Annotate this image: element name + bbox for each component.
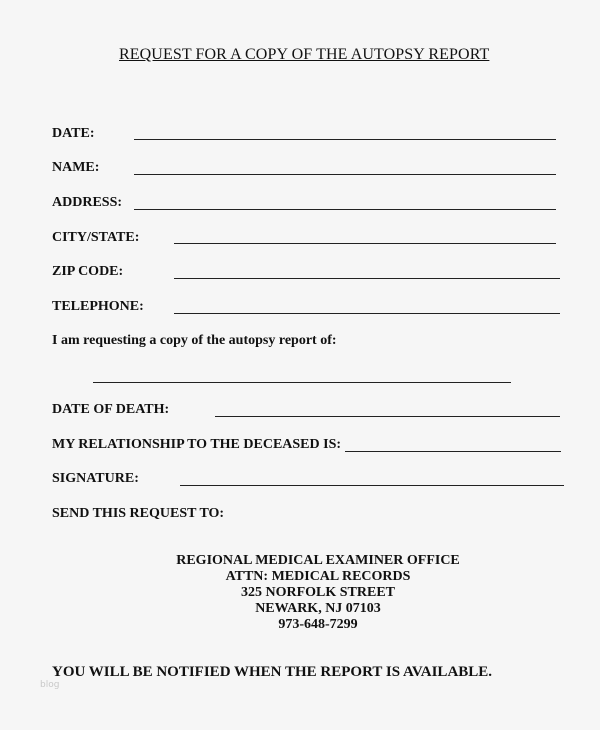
signature-line[interactable] xyxy=(180,485,564,486)
signature-label: SIGNATURE: xyxy=(52,471,139,486)
address-label: ADDRESS: xyxy=(52,195,123,210)
name-label: NAME: xyxy=(52,160,100,175)
city-state-label: CITY/STATE: xyxy=(52,230,140,245)
name-line[interactable] xyxy=(134,174,556,175)
city-state-line[interactable] xyxy=(174,243,556,244)
office-name: REGIONAL MEDICAL EXAMINER OFFICE xyxy=(176,553,460,568)
form-title: REQUEST FOR A COPY OF THE AUTOPSY REPORT xyxy=(119,46,490,63)
relationship-line[interactable] xyxy=(345,451,561,452)
telephone-label: TELEPHONE: xyxy=(52,299,144,314)
availability-notice: YOU WILL BE NOTIFIED WHEN THE REPORT IS AVAILABLE. xyxy=(52,664,493,680)
office-address xyxy=(0,553,600,633)
request-statement: I am requesting a copy of the autopsy report of: xyxy=(52,333,337,348)
date-of-death-label: DATE OF DEATH: xyxy=(52,402,170,417)
office-phone: 973-648-7299 xyxy=(278,617,358,632)
telephone-line[interactable] xyxy=(174,313,560,314)
date-label: DATE: xyxy=(52,126,95,141)
office-city: NEWARK, NJ 07103 xyxy=(255,601,381,616)
watermark: blog xyxy=(40,680,60,690)
relationship-label: MY RELATIONSHIP TO THE DECEASED IS: xyxy=(52,437,342,452)
office-street: 325 NORFOLK STREET xyxy=(240,585,396,600)
date-of-death-line[interactable] xyxy=(215,416,560,417)
address-line[interactable] xyxy=(134,209,556,210)
zip-code-label: ZIP CODE: xyxy=(52,264,124,279)
deceased-name-line[interactable] xyxy=(93,382,511,383)
send-to-label: SEND THIS REQUEST TO: xyxy=(52,506,225,521)
office-attn: ATTN: MEDICAL RECORDS xyxy=(225,569,411,584)
date-line[interactable] xyxy=(134,139,556,140)
zip-code-line[interactable] xyxy=(174,278,560,279)
